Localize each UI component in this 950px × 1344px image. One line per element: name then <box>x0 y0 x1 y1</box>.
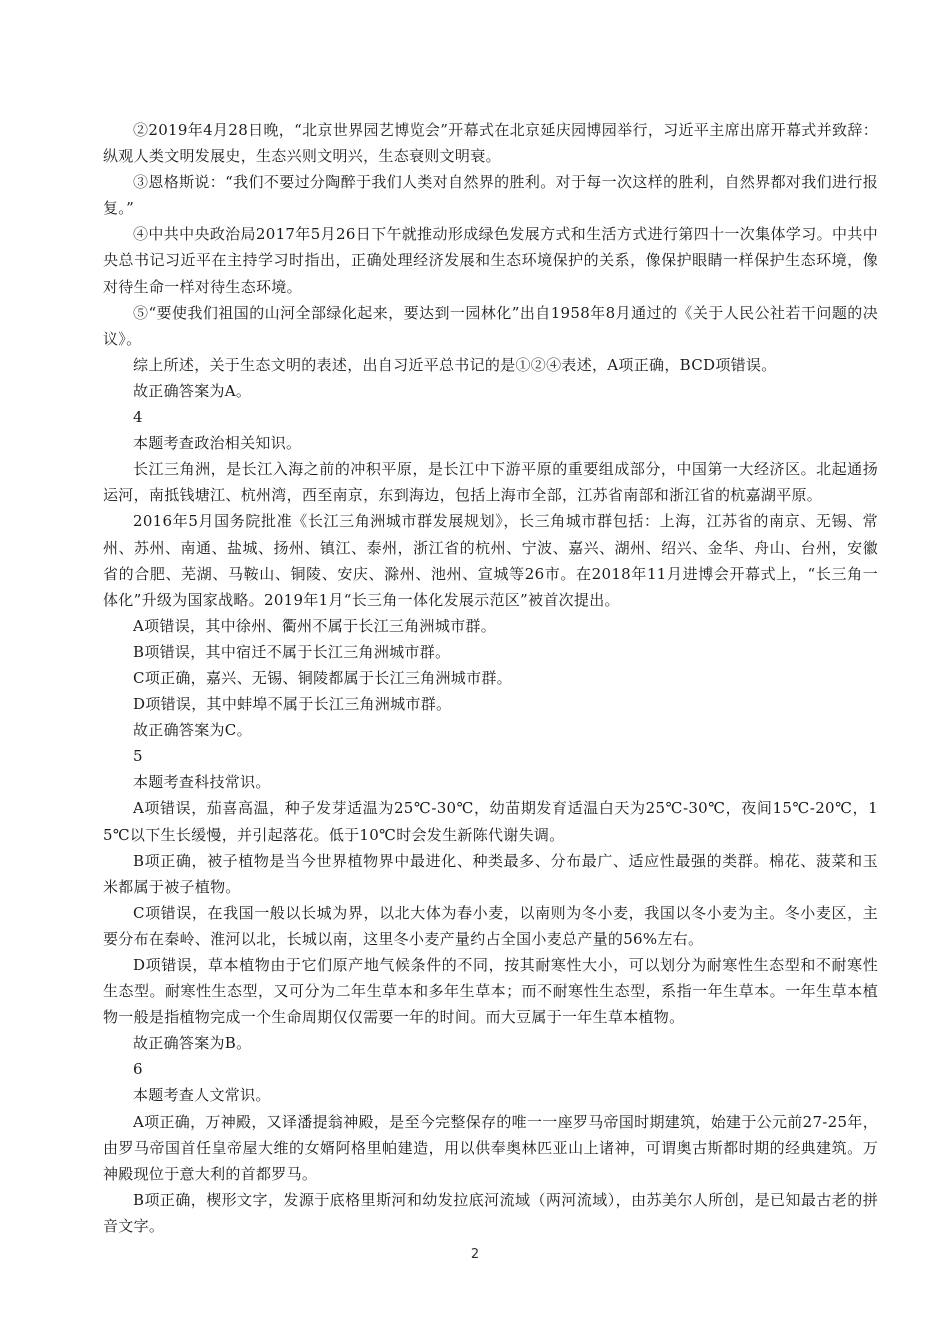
question-number: 6 <box>133 1060 143 1079</box>
paragraph: A项正确，万神殿，又译潘提翁神殿，是至今完整保存的唯一一座罗马帝国时期建筑，始建于公元前27-25年，由罗马帝国首任皇帝屋大维的女婿阿格里帕建造，用以供奉奥林匹亚山上诸神，可谓奥古斯都时期的经典建筑。万神殿现位于意大利的首都罗马。 <box>103 1112 878 1183</box>
document-body <box>103 117 878 1239</box>
paragraph: B项正确，楔形文字，发源于底格里斯河和幼发拉底河流域（两河流域），由苏美尔人所创，是已知最古老的拼音文字。 <box>103 1190 878 1235</box>
page-number: 2 <box>470 1247 480 1262</box>
answer-line: 故正确答案为C。 <box>133 721 252 740</box>
paragraph: 长江三角洲，是长江入海之前的冲积平原，是长江中下游平原的重要组成部分，中国第一大经济区。北起通扬运河，南抵钱塘江、杭州湾，西至南京，东到海边，包括上海市全部，江苏省南部和浙江省的杭嘉湖平原。 <box>103 460 878 505</box>
paragraph: D项错误，草本植物由于它们原产地气候条件的不同，按其耐寒性大小，可以划分为耐寒性生态型和不耐寒性生态型。耐寒性生态型，又可分为二年生草本和多年生草本；而不耐寒性生态型，系指一年生草本。一年生草本植物一般是指植物完成一个生命周期仅仅需要一年的时间。而大豆属于一年生草本植物。 <box>103 956 878 1027</box>
paragraph: 2016年5月国务院批准《长江三角洲城市群发展规划》，长三角城市群包括：上海，江苏省的南京、无锡、常州、苏州、南通、盐城、扬州、镇江、泰州，浙江省的杭州、宁波、嘉兴、湖州、绍兴、金华、舟山、台州，安徽省的合肥、芜湖、马鞍山、铜陵、安庆、滁州、池州、宣城等26市。在2018年11月进博会开幕式上，“长三角一体化”升级为国家战略。2019年1月“长三角一体化发展示范区”被首次提出。 <box>103 512 878 609</box>
paragraph: ④中共中央政治局2017年5月26日下午就推动形成绿色发展方式和生活方式进行第四十一次集体学习。中共中央总书记习近平在主持学习时指出，正确处理经济发展和生态环境保护的关系，像保护眼睛一样保护生态环境，像对待生命一样对待生态环境。 <box>103 225 878 296</box>
paragraph: A项错误，其中徐州、衢州不属于长江三角洲城市群。 <box>133 616 497 635</box>
paragraph: C项正确，嘉兴、无锡、铜陵都属于长江三角洲城市群。 <box>133 668 512 687</box>
paragraph: B项正确，被子植物是当今世界植物界中最进化、种类最多、分布最广、适应性最强的类群。棉花、菠菜和玉米都属于被子植物。 <box>103 851 878 896</box>
paragraph: ②2019年4月28日晚，“北京世界园艺博览会”开幕式在北京延庆园博园举行，习近平主席出席开幕式并致辞：纵观人类文明发展史，生态兴则文明兴，生态衰则文明衰。 <box>103 121 878 166</box>
paragraph: 本题考查政治相关知识。 <box>133 434 302 453</box>
paragraph: 本题考查人文常识。 <box>133 1086 271 1105</box>
paragraph: ③恩格斯说：“我们不要过分陶醉于我们人类对自然界的胜利。对于每一次这样的胜利，自然界都对我们进行报复。” <box>103 173 878 218</box>
paragraph: C项错误，在我国一般以长城为界，以北大体为春小麦，以南则为冬小麦，我国以冬小麦为主。冬小麦区，主要分布在秦岭、淮河以北，长城以南，这里冬小麦产量约占全国小麦总产量的56%左右。 <box>103 903 878 948</box>
paragraph: ⑤“要使我们祖国的山河全部绿化起来，要达到一园林化”出自1958年8月通过的《关于人民公社若干问题的决议》。 <box>103 303 878 348</box>
paragraph: 综上所述，关于生态文明的表述，出自习近平总书记的是①②④表述，A项正确，BCD项错误。 <box>133 355 777 374</box>
paragraph: B项错误，其中宿迁不属于长江三角洲城市群。 <box>133 642 451 661</box>
question-number: 4 <box>133 408 143 427</box>
paragraph: A项错误，茄喜高温，种子发芽适温为25℃-30℃，幼苗期发育适温白天为25℃-30℃，夜间15℃-20℃，15℃以下生长缓慢，并引起落花。低于10℃时会发生新陈代谢失调。 <box>103 799 878 844</box>
question-number: 5 <box>133 747 143 766</box>
paragraph: 本题考查科技常识。 <box>133 773 271 792</box>
paragraph: D项错误，其中蚌埠不属于长江三角洲城市群。 <box>133 695 452 714</box>
answer-line: 故正确答案为B。 <box>133 1034 252 1053</box>
answer-line: 故正确答案为A。 <box>133 381 252 400</box>
